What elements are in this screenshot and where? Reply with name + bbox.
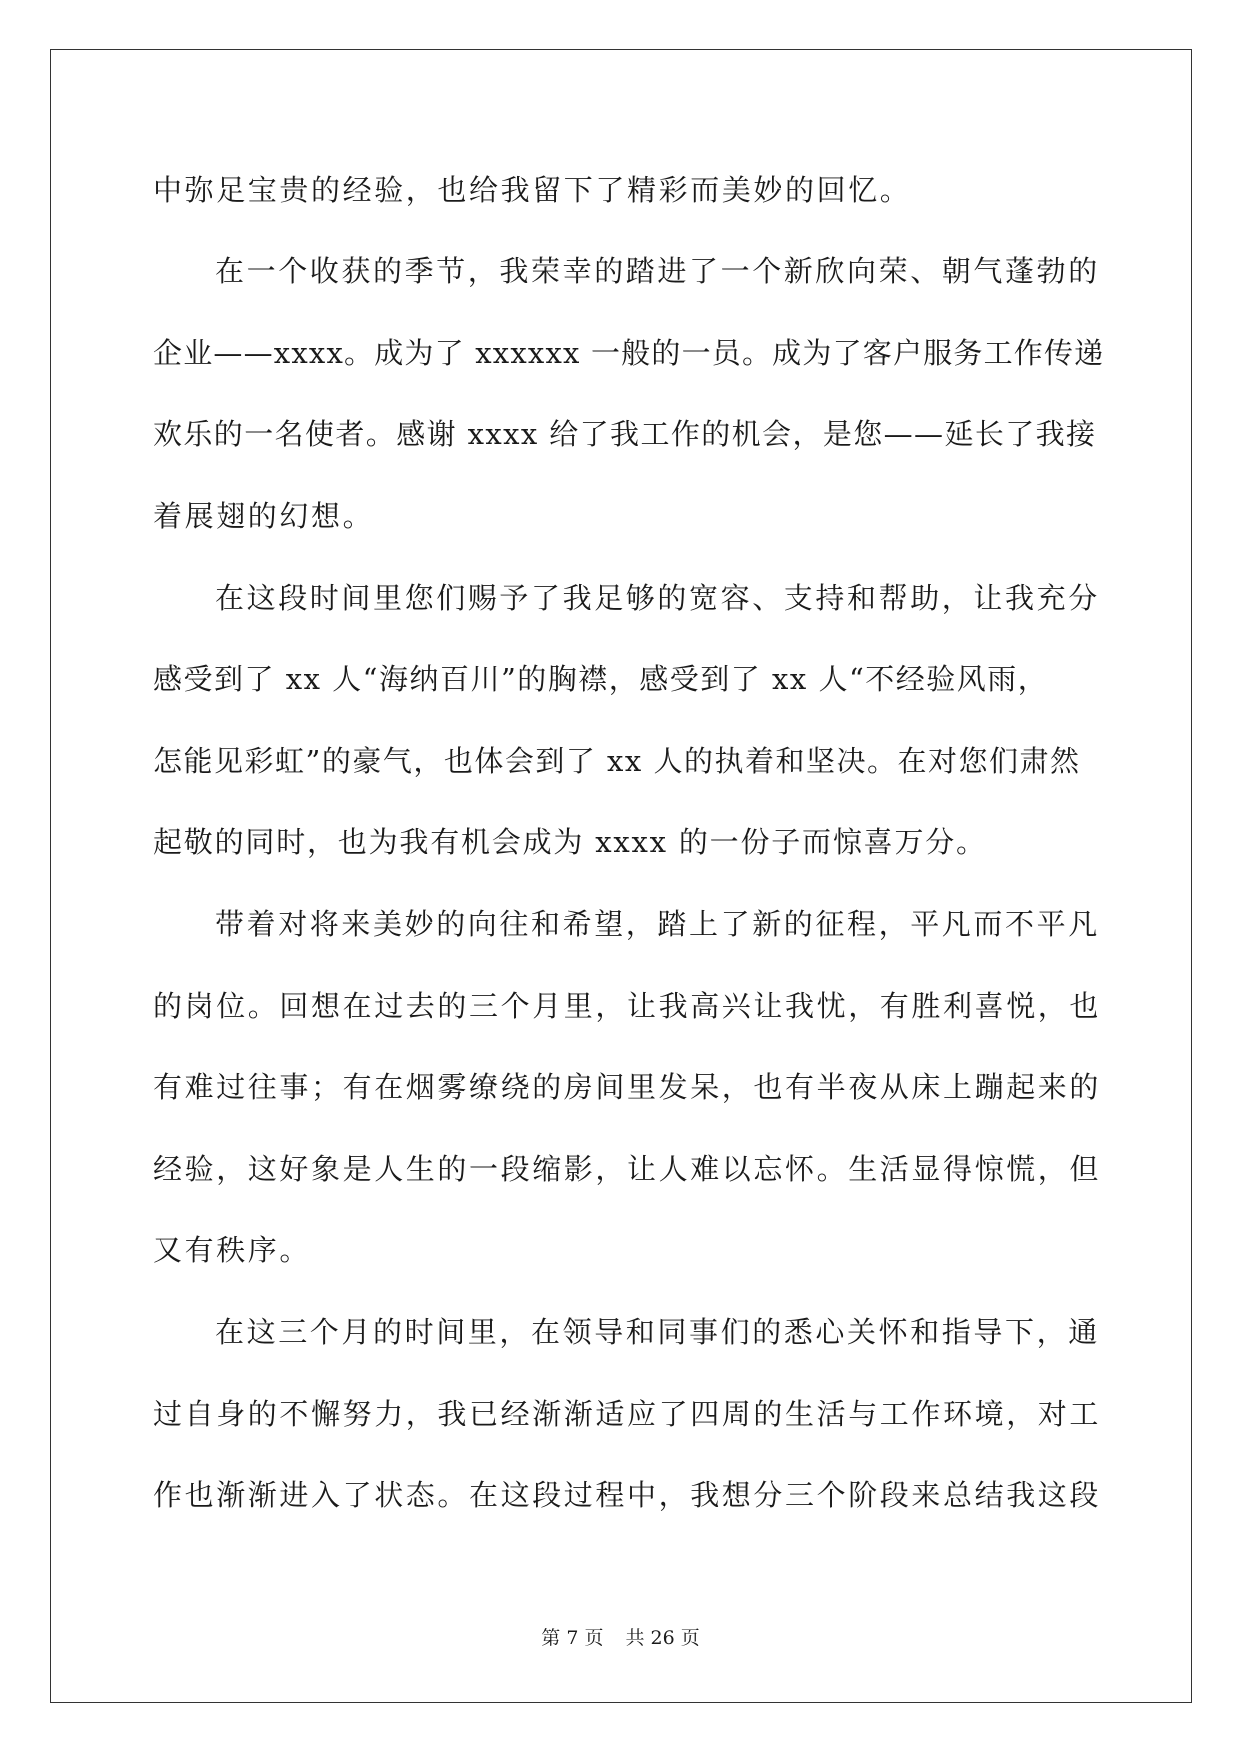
page-number: 第 7 页 [541,1627,604,1649]
text-line: 在这段时间里您们赐予了我足够的宽容、支持和帮助，让我充分 [215,581,1100,615]
text-line: 企业——xxxx。成为了 xxxxxx 一般的一员。成为了客户服务工作传递 [153,336,1105,370]
text-line: 带着对将来美妙的向往和希望，踏上了新的征程，平凡而不平凡 [215,907,1100,941]
text-line: 中弥足宝贵的经验，也给我留下了精彩而美妙的回忆。 [153,173,912,207]
text-line: 有难过往事；有在烟雾缭绕的房间里发呆，也有半夜从床上蹦起来的 [153,1070,1102,1104]
page-total: 共 26 页 [625,1627,700,1649]
text-line: 欢乐的一名使者。感谢 xxxx 给了我工作的机会，是您——延长了我接 [153,417,1097,451]
text-line: 在这三个月的时间里，在领导和同事们的悉心关怀和指导下，通 [215,1315,1100,1349]
text-line: 过自身的不懈努力，我已经渐渐适应了四周的生活与工作环境，对工 [153,1397,1102,1431]
page-border [50,49,1192,1703]
text-line: 经验，这好象是人生的一段缩影，让人难以忘怀。生活显得惊慌，但 [153,1152,1102,1186]
text-line: 怎能见彩虹”的豪气，也体会到了 xx 人的执着和坚决。在对您们肃然 [153,744,1081,778]
text-line: 作也渐渐进入了状态。在这段过程中，我想分三个阶段来总结我这段 [153,1478,1102,1512]
text-line: 又有秩序。 [153,1233,312,1267]
text-line: 感受到了 xx 人“海纳百川”的胸襟，感受到了 xx 人“不经验风雨， [153,662,1049,696]
page-footer [0,1626,1241,1650]
text-line: 起敬的同时，也为我有机会成为 xxxx 的一份子而惊喜万分。 [153,825,987,859]
text-line: 在一个收获的季节，我荣幸的踏进了一个新欣向荣、朝气蓬勃的 [215,254,1100,288]
text-line: 的岗位。回想在过去的三个月里，让我高兴让我忧，有胜利喜悦，也 [153,989,1102,1023]
text-line: 着展翅的幻想。 [153,499,375,533]
